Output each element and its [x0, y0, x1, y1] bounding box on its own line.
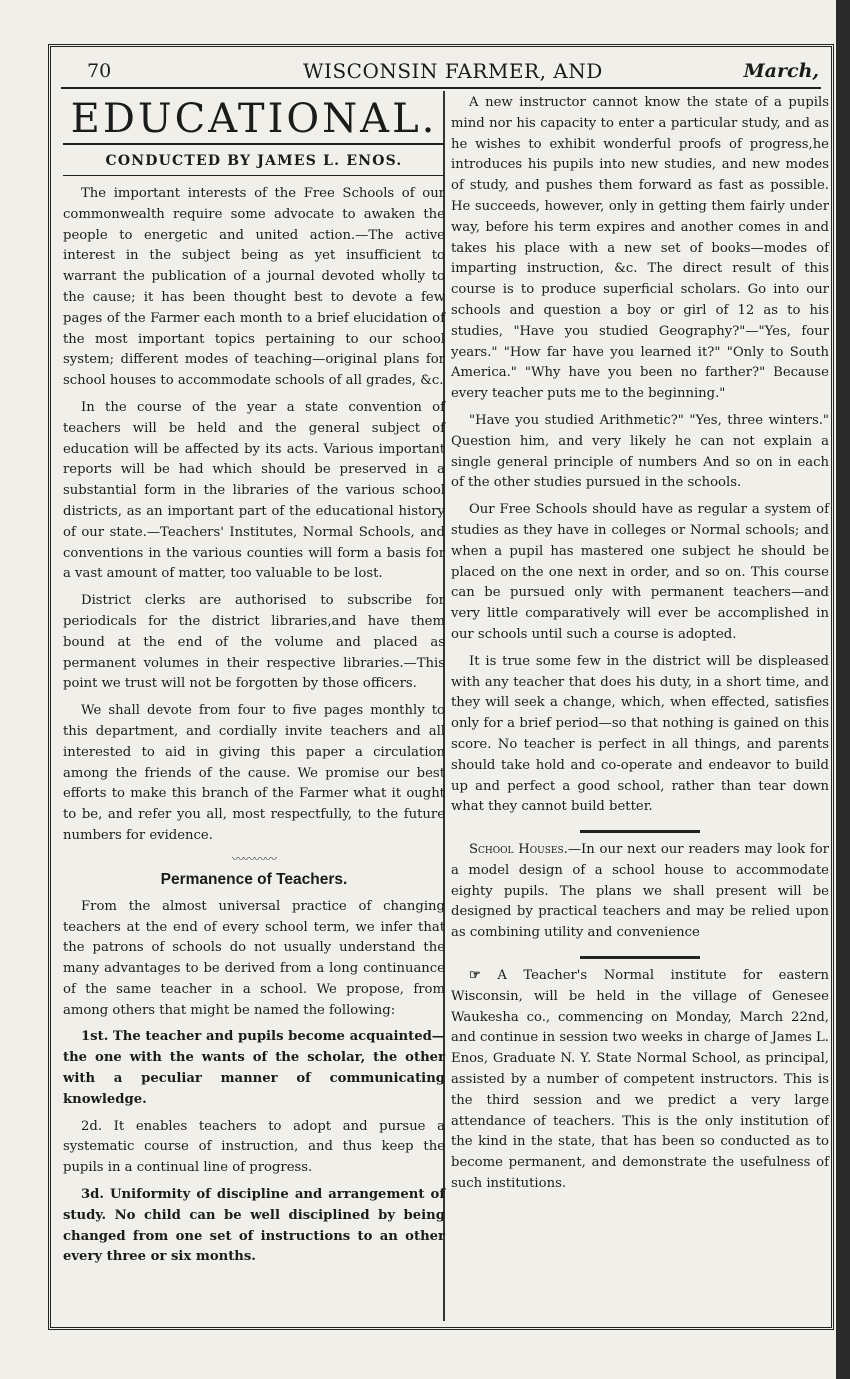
- paragraph: We shall devote from four to five pages monthly to this department, and cordially invite teachers and all interested to aid in giving this paper a circulation among the friends of the cause. We promise our best efforts to make this branch of the Farmer what it ought to be, and refer you all, most respectfully, to the future numbers for evidence.: [63, 703, 445, 843]
- paragraph: District clerks are authorised to subscribe for periodicals for the district libraries,and have them bound at the end of the volume and placed as permanent volumes in their respective libraries.—This point we trust will not be forgotten by those officers.: [63, 593, 445, 692]
- school-houses-text: —In our next our readers may look for a model design of a school house to accommodate eighty pupils. The plans we shall present will be designed by practical teachers and may be relied upon as combining utility and convenience: [451, 842, 829, 941]
- pointing-hand-icon: ☞: [469, 968, 481, 984]
- page-edge-bar: [836, 0, 850, 1379]
- paragraph: 3d. Uniformity of discipline and arrangement of study. No child can be well disciplined by being changed from one set of instructions to an other every three or six months.: [63, 1187, 445, 1265]
- newspaper-page: [48, 44, 834, 1330]
- ornament-divider: 〰〰〰〰: [231, 851, 276, 866]
- school-houses-paragraph: [451, 840, 829, 944]
- byline: CONDUCTED BY JAMES L. ENOS.: [63, 145, 445, 176]
- paragraph: A new instructor cannot know the state of a pupils mind nor his capacity to enter a particular study, and as he wishes to exhibit wonderful proofs of progress,he introduces his pupils into new studies, and new modes of study, and pushes them forward as fast as possible. He succeeds, however, only in getting them fairly under way, before his term expires and another comes in and takes his place with a new set of books—modes of imparting instruction, &c. The direct result of this course is to produce superficial scholars. Go into our schools and question a boy or girl of 12 as to his studies, "Have you studied Geography?"—"Yes, four years." "How far have you learned it?" "Only to South America." "Why have you been no farther?" Because every teacher puts me to the beginning.": [451, 95, 829, 402]
- ornament-divider: [451, 950, 829, 960]
- issue-month: March,: [743, 60, 819, 82]
- left-column: [63, 93, 445, 1274]
- section-title: EDUCATIONAL.: [63, 97, 445, 145]
- paragraph: "Have you studied Arithmetic?" "Yes, three winters." Question him, and very likely he can not explain a single general principle of numbers And so on in each of the other studies pursued in the schools.: [451, 412, 829, 491]
- page-number: 70: [87, 60, 112, 82]
- ornament-divider: [451, 824, 829, 834]
- right-column: [451, 93, 829, 1201]
- masthead: WISCONSIN FARMER, AND: [303, 59, 603, 83]
- paragraph: 2d. It enables teachers to adopt and pursue a systematic course of instruction, and thus keep the pupils in a continual line of progress.: [63, 1118, 445, 1176]
- paragraph: It is true some few in the district will be displeased with any teacher that does his duty, in a short time, and they will seek a change, which, when effected, satisfies only for a brief period—so that nothing is gained on this score. No teacher is perfect in all things, and parents should take hold and co-operate and endeavor to build up and perfect a good school, rather than tear down what they cannot build better.: [451, 653, 829, 815]
- paragraph: The important interests of the Free Schools of our commonwealth require some advocate to awaken the people to energetic and united action.—The active interest in the subject being as yet insufficient to warrant the publication of a journal devoted wholly to the cause; it has been thought best to devote a few pages of the Farmer each month to a brief elucidation of the most important topics pertaining to our school system; different modes of teaching—original plans for school houses to accommodate schools of all grades, &c.: [63, 186, 445, 389]
- paragraph: From the almost universal practice of changing teachers at the end of every school term, we infer that the patrons of schools do not usually understand the many advantages to be derived from a long continuance of the same teacher in a school. We propose, from among others that might be named the following:: [63, 898, 445, 1018]
- page-header: [61, 53, 821, 89]
- school-houses-lead: School Houses.: [469, 842, 568, 858]
- paragraph: 1st. The teacher and pupils become acquainted—the one with the wants of the scholar, the other with a peculiar manner of communicating knowledge.: [63, 1029, 445, 1107]
- article-subhead: Permanence of Teachers.: [160, 870, 348, 888]
- paragraph: Our Free Schools should have as regular a system of studies as they have in colleges or Normal schools; and when a pupil has mastered one subject he should be placed on the one next in order, and so on. This course can be pursued only with permanent teachers—and very little comparatively will ever be accomplished in our schools until such a course is adopted.: [451, 502, 829, 642]
- paragraph: In the course of the year a state convention of teachers will be held and the general subject of education will be affected by its acts. Various important reports will be had which should be preserved in a substantial form in the libraries of the various school districts, as an important part of the educational history of our state.—Teachers' Institutes, Normal Schools, and conventions in the various counties will form a basis for a vast amount of matter, too valuable to be lost.: [63, 399, 445, 582]
- notice-text: A Teacher's Normal institute for eastern Wisconsin, will be held in the village of Genesee Waukesha co., commencing on Monday, March 22nd, and continue in session two weeks in charge of James L. Enos, Graduate N. Y. State Normal School, as principal, assisted by a number of competent instructors. This is the third session and we predict a very large attendance of teachers. This is the only institution of the kind in the state, that has been so conducted as to become permanent, and demonstrate the usefulness of such institutions.: [451, 968, 829, 1192]
- notice-paragraph: [451, 966, 829, 1195]
